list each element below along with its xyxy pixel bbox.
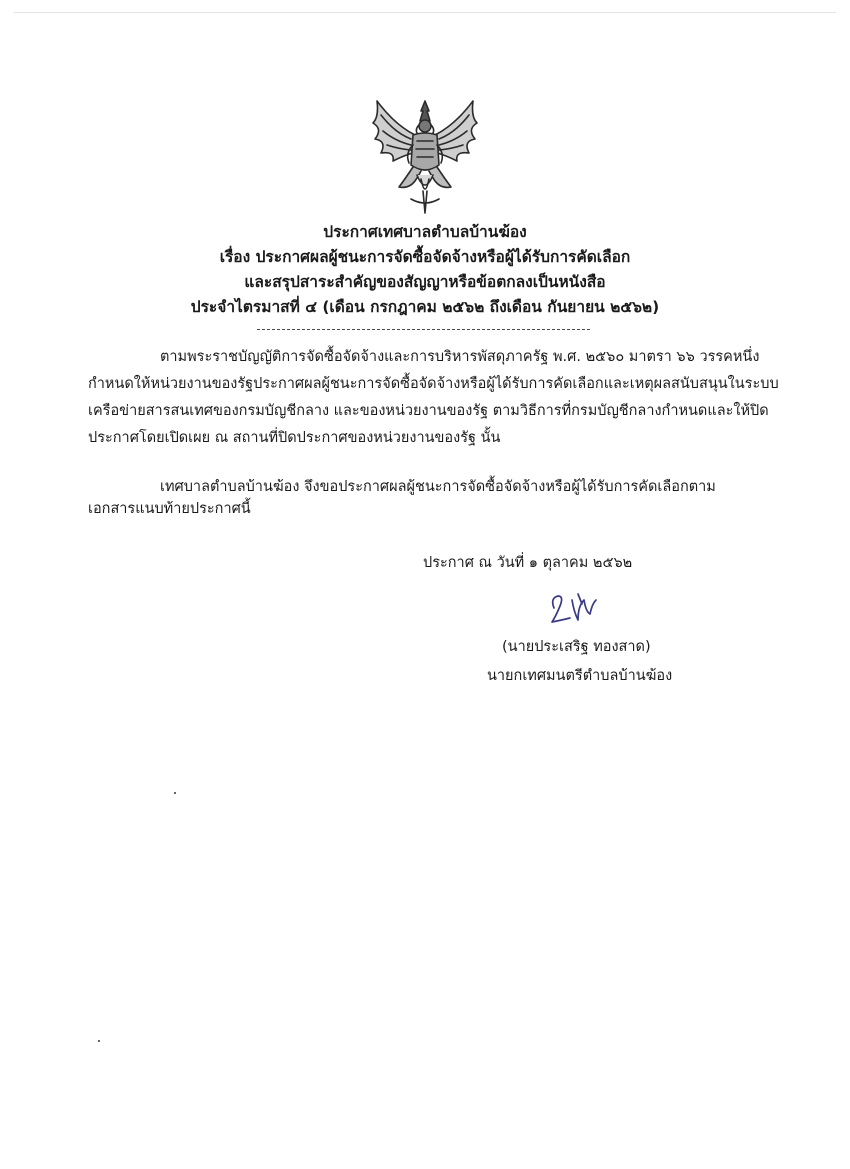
signer-title: นายกเทศมนตรีตำบลบ้านฆ้อง <box>487 668 673 684</box>
handwritten-signature-icon <box>548 590 620 628</box>
paragraph-1-line-3: เครือข่ายสารสนเทศของกรมบัญชีกลาง และของหน่วยงานของรัฐ ตามวิธีการที่กรมบัญชีกลางกำหนดและให้ปิด <box>88 403 769 419</box>
paragraph-2-line-1: เทศบาลตำบลบ้านฆ้อง จึงขอประกาศผลผู้ชนะการจัดซื้อจัดจ้างหรือผู้ได้รับการคัดเลือกตาม <box>160 479 716 495</box>
page-edge <box>14 12 836 13</box>
scan-speck <box>98 1040 100 1042</box>
announcement-subject-cont: และสรุปสาระสำคัญของสัญญาหรือข้อตกลงเป็นหนังสือ <box>244 273 606 291</box>
garuda-emblem-icon <box>365 95 485 217</box>
announcement-period: ประจำไตรมาสที่ ๔ (เดือน กรกฎาคม ๒๕๖๒ ถึงเดือน กันยายน ๒๕๖๒) <box>190 298 660 316</box>
announcement-subject: เรื่อง ประกาศผลผู้ชนะการจัดซื้อจัดจ้างหรือผู้ได้รับการคัดเลือก <box>219 248 631 266</box>
announce-date: ประกาศ ณ วันที่ ๑ ตุลาคม ๒๕๖๒ <box>423 555 633 571</box>
paragraph-1-line-2: กำหนดให้หน่วยงานของรัฐประกาศผลผู้ชนะการจัดซื้อจัดจ้างหรือผู้ได้รับการคัดเลือกและเหตุผลสนับสนุนในระบบ <box>88 376 779 392</box>
paragraph-2-line-2: เอกสารแนบท้ายประกาศนี้ <box>88 501 251 517</box>
paragraph-1-line-4: ประกาศโดยเปิดเผย ณ สถานที่ปิดประกาศของหน่วยงานของรัฐ นั้น <box>88 430 501 446</box>
dashed-divider <box>257 329 590 330</box>
signer-name: (นายประเสริฐ ทองสาด) <box>502 639 651 655</box>
announcement-issuer: ประกาศเทศบาลตำบลบ้านฆ้อง <box>323 223 527 241</box>
scan-speck <box>174 792 176 794</box>
paragraph-1-line-1: ตามพระราชบัญญัติการจัดซื้อจัดจ้างและการบริหารพัสดุภาครัฐ พ.ศ. ๒๕๖๐ มาตรา ๖๖ วรรคหนึ่ง <box>160 349 760 365</box>
